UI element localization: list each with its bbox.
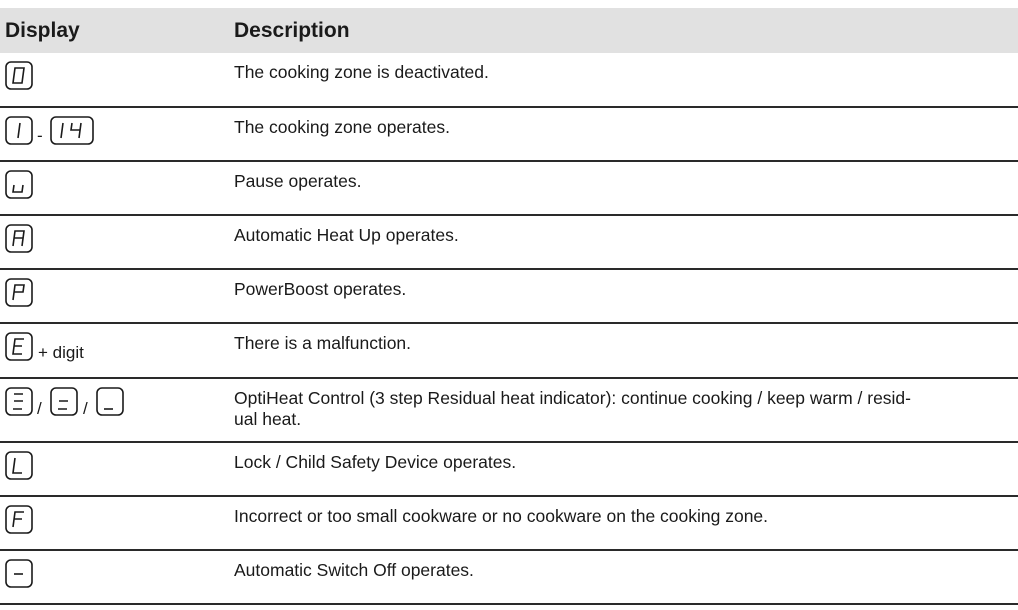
table-header <box>0 8 1018 53</box>
digit-1-to-14-icon <box>5 116 105 144</box>
row-description: There is a malfunction. <box>234 333 412 353</box>
letter-f-icon <box>5 505 33 533</box>
table-row <box>0 162 1018 216</box>
letter-e-icon <box>5 332 105 360</box>
residual-heat-icon <box>5 387 135 418</box>
table-row <box>0 497 1018 551</box>
letter-p-icon <box>5 278 33 306</box>
row-description: Lock / Child Safety Device operates. <box>234 452 517 472</box>
table-row <box>0 216 1018 270</box>
display-column-header: Display <box>5 19 80 42</box>
row-description: Automatic Heat Up operates. <box>234 225 459 245</box>
letter-l-icon <box>5 451 33 479</box>
range-separator: - <box>37 126 43 145</box>
dash-icon <box>5 559 33 587</box>
pause-u-icon <box>5 170 33 198</box>
row-description: Incorrect or too small cookware or no cookware on the cooking zone. <box>234 506 769 526</box>
separator: / <box>83 399 88 418</box>
table-row <box>0 324 1018 379</box>
display-table <box>0 8 1018 605</box>
digit-suffix: + digit <box>38 343 84 362</box>
table-row <box>0 108 1018 162</box>
row-description: The cooking zone operates. <box>234 117 450 137</box>
table-row <box>0 53 1018 108</box>
row-description: Automatic Switch Off operates. <box>234 560 474 580</box>
letter-a-icon <box>5 224 33 252</box>
row-description: PowerBoost operates. <box>234 279 407 299</box>
table-row <box>0 379 1018 443</box>
description-column-header: Description <box>234 19 350 42</box>
table-row <box>0 551 1018 605</box>
table-row <box>0 443 1018 497</box>
separator: / <box>37 399 42 418</box>
digit-0-icon <box>5 61 33 89</box>
row-description: The cooking zone is deactivated. <box>234 62 489 82</box>
row-description: Pause operates. <box>234 171 362 191</box>
table-row <box>0 270 1018 324</box>
row-description: OptiHeat Control (3 step Residual heat indicator): continue cooking / keep warm / resid- ual heat. <box>234 388 911 429</box>
